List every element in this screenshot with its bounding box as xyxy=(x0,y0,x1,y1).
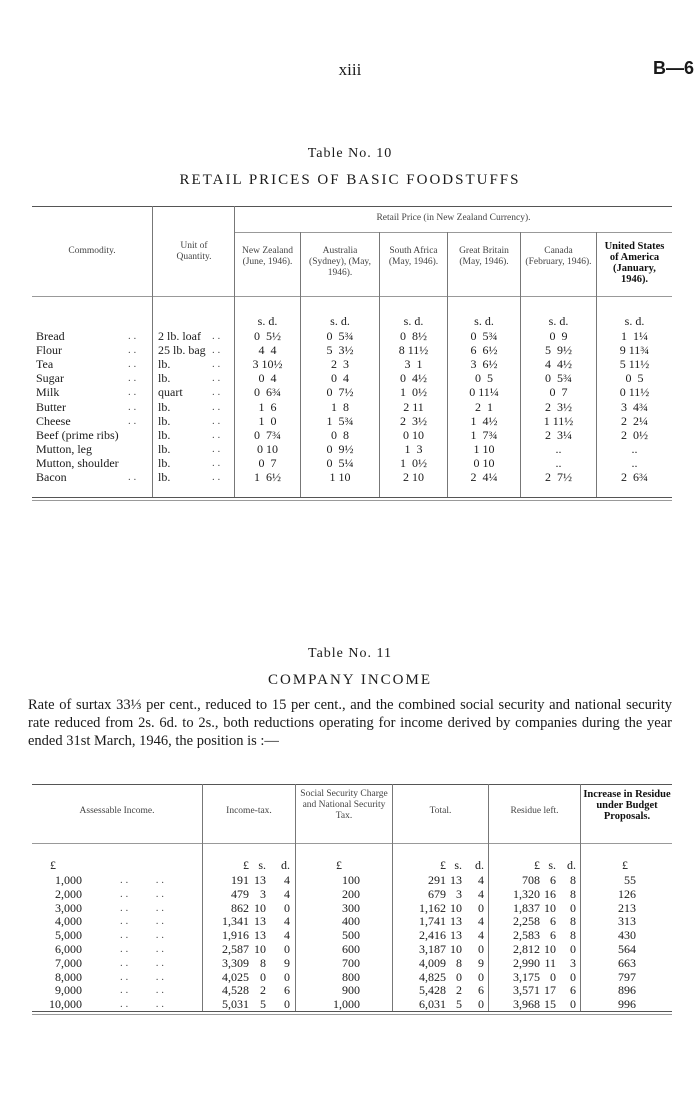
residue-value: 8 xyxy=(570,873,576,887)
increase-value: 996 xyxy=(618,997,636,1012)
page-number: xiii xyxy=(338,60,362,79)
total-value: 0 xyxy=(456,969,462,984)
col-head-assessable: Assessable Income. xyxy=(79,806,155,816)
price-cell: 3 10½ xyxy=(252,357,283,372)
residue-value: 708 xyxy=(522,873,540,887)
price-cell: 0 7¾ xyxy=(254,427,281,442)
price-cell: 5 9½ xyxy=(545,343,572,358)
leader-dots: . . xyxy=(212,344,221,357)
price-cell: 2 3½ xyxy=(400,413,427,428)
price-cell: 2 10 xyxy=(403,470,424,484)
price-cell: 2 6¾ xyxy=(621,470,648,484)
residue-value: 17 xyxy=(544,983,556,998)
price-cell: 1 6½ xyxy=(254,470,281,484)
total-value: 3 xyxy=(456,886,462,901)
income-tax-value: 0 xyxy=(284,969,290,984)
price-cell: 1 5¾ xyxy=(326,413,354,428)
leader-dots: . . xyxy=(128,358,137,371)
increase-value: 896 xyxy=(618,983,636,998)
income-tax-value: 2 xyxy=(260,983,266,998)
social-security-value: 700 xyxy=(342,955,360,970)
increase-value: 797 xyxy=(618,969,636,984)
document-reference: B—6 xyxy=(652,58,694,78)
commodity-name: Milk xyxy=(36,385,60,400)
leader-dots: . . xyxy=(212,386,221,399)
col-head-country: Great Britain (May, 1946). xyxy=(459,246,509,267)
increase-value: 313 xyxy=(618,914,636,929)
leader-dots: . . . . xyxy=(120,915,164,928)
leader-dots: . . xyxy=(212,456,221,469)
leader-dots: . . . . xyxy=(120,874,164,886)
price-cell: 1 8 xyxy=(331,399,349,414)
residue-value: 6 xyxy=(570,983,576,998)
price-cell: 8 11½ xyxy=(398,343,429,358)
social-security-value: 100 xyxy=(342,873,360,887)
total-value: 8 xyxy=(456,955,462,970)
income-tax-value: 9 xyxy=(284,955,290,970)
residue-value: 6 xyxy=(550,914,556,929)
price-cell: .. xyxy=(631,441,638,456)
unit-of-quantity: lb. xyxy=(158,455,171,470)
unit-of-quantity: lb. xyxy=(158,371,171,386)
residue-value: 10 xyxy=(544,942,556,956)
income-tax-unit-label: £ xyxy=(243,858,249,872)
price-cell: 1 0½ xyxy=(400,455,427,470)
total-value: 13 xyxy=(450,914,462,929)
table10-header-rule xyxy=(32,296,672,297)
total-value: 0 xyxy=(478,900,484,915)
assessable-income: 4,000 xyxy=(55,914,82,929)
total-value: 13 xyxy=(450,873,462,887)
residue-value: 8 xyxy=(570,886,576,901)
total-value: 679 xyxy=(428,886,446,901)
price-cell: 0 7½ xyxy=(326,385,354,400)
income-tax-unit-label: d. xyxy=(281,858,290,872)
price-cell: 2 3½ xyxy=(545,399,572,414)
price-cell: 4 4½ xyxy=(545,357,572,372)
leader-dots: . . xyxy=(212,414,221,427)
leader-dots: . . xyxy=(212,330,221,342)
col-head-unit: Unit of Quantity. xyxy=(176,241,212,262)
price-cell: 1 10 xyxy=(329,470,351,484)
price-cell: 0 5½ xyxy=(254,329,281,343)
total-unit-label: d. xyxy=(475,858,484,872)
assessable-income: 6,000 xyxy=(55,942,82,956)
col-head-country: New Zealand (June, 1946). xyxy=(242,246,293,267)
table11-col-divider xyxy=(295,784,296,1011)
residue-value: 6 xyxy=(550,873,556,887)
residue-value: 11 xyxy=(544,955,556,970)
leader-dots: . . xyxy=(212,442,221,455)
sd-label: s. d. xyxy=(624,314,645,328)
col-head-increase: Increase in Residue under Budget Proposals. xyxy=(583,789,671,822)
table10-label: Table No. 10 xyxy=(307,146,393,161)
residue-value: 0 xyxy=(570,942,576,956)
assessable-income: 8,000 xyxy=(55,969,82,984)
income-tax-value: 5,031 xyxy=(222,997,249,1012)
social-security-value: 400 xyxy=(342,914,360,929)
total-value: 3,187 xyxy=(419,942,446,956)
residue-value: 6 xyxy=(550,928,556,943)
residue-value: 2,990 xyxy=(513,955,540,970)
unit-of-quantity: 2 lb. loaf xyxy=(158,329,201,343)
price-cell: 2 0½ xyxy=(621,427,648,442)
commodity-name: Beef (prime ribs) xyxy=(36,427,119,442)
residue-value: 1,320 xyxy=(513,886,540,901)
income-tax-value: 3 xyxy=(260,886,266,901)
price-cell: 2 2¼ xyxy=(621,413,648,428)
total-value: 1,741 xyxy=(419,914,446,929)
total-value: 291 xyxy=(428,873,446,887)
increase-value: 126 xyxy=(618,886,636,901)
price-cell: 2 1 xyxy=(475,399,493,414)
unit-pound: £ xyxy=(622,858,628,872)
residue-value: 3,175 xyxy=(513,969,540,984)
income-tax-value: 0 xyxy=(284,997,290,1012)
income-tax-value: 4 xyxy=(284,886,290,901)
leader-dots: . . xyxy=(128,344,137,357)
residue-unit-label: s. xyxy=(548,858,556,872)
unit-of-quantity: lb. xyxy=(158,441,171,456)
leader-dots: . . xyxy=(128,400,137,413)
income-tax-value: 4 xyxy=(284,914,290,929)
price-cell: 2 7½ xyxy=(545,470,572,484)
income-tax-value: 13 xyxy=(254,928,266,943)
price-cell: 1 6 xyxy=(258,399,277,414)
price-cell: 0 7 xyxy=(549,385,568,400)
social-security-value: 500 xyxy=(342,928,360,943)
col-head-commodity: Commodity. xyxy=(68,246,116,256)
price-cell: 2 4¼ xyxy=(470,470,498,484)
total-value: 1,162 xyxy=(419,900,446,915)
social-security-value: 1,000 xyxy=(333,997,360,1012)
col-head-retail-price: Retail Price (in New Zealand Currency). xyxy=(376,213,531,223)
increase-value: 55 xyxy=(624,873,636,887)
price-cell: 6 6½ xyxy=(470,343,498,358)
commodity-name: Mutton, leg xyxy=(36,441,92,456)
unit-of-quantity: lb. xyxy=(158,470,171,484)
total-unit-label: s. xyxy=(454,858,462,872)
leader-dots: . . xyxy=(128,330,137,342)
table11-intro: Rate of surtax 33⅓ per cent., reduced to 15 per cent., and the combined social security and national security rate reduced from 2s. 6d. to 2s., both reductions operating for income derived by companies during the year ended 31st March, 1946, the position is :— xyxy=(28,697,672,749)
table10-title: RETAIL PRICES OF BASIC FOODSTUFFS xyxy=(179,172,521,188)
price-cell: 9 11¾ xyxy=(619,343,650,358)
residue-value: 3,968 xyxy=(513,997,540,1012)
income-tax-value: 4,528 xyxy=(222,983,249,998)
social-security-value: 200 xyxy=(342,886,360,901)
price-cell: 3 4¾ xyxy=(621,399,648,414)
price-cell: 0 10 xyxy=(257,441,278,456)
income-tax-value: 2,587 xyxy=(222,942,249,956)
unit-of-quantity: lb. xyxy=(158,427,171,442)
leader-dots: . . xyxy=(212,358,221,371)
social-security-value: 900 xyxy=(342,983,360,998)
leader-dots: . . . . xyxy=(120,984,164,997)
total-unit-label: £ xyxy=(440,858,446,872)
price-cell: 0 5¾ xyxy=(326,329,354,343)
residue-value: 8 xyxy=(570,928,576,943)
leader-dots: . . . . xyxy=(120,956,164,969)
total-value: 9 xyxy=(478,955,484,970)
total-value: 5,428 xyxy=(419,983,446,998)
commodity-name: Tea xyxy=(36,357,54,372)
residue-value: 0 xyxy=(570,969,576,984)
table11-title: COMPANY INCOME xyxy=(268,672,432,688)
leader-dots: . . xyxy=(212,471,221,483)
residue-value: 16 xyxy=(544,886,556,901)
leader-dots: . . xyxy=(128,386,137,399)
total-value: 6,031 xyxy=(419,997,446,1012)
col-head-country: Canada (February, 1946). xyxy=(525,246,592,267)
total-value: 4,825 xyxy=(419,969,446,984)
unit-of-quantity: lb. xyxy=(158,399,171,414)
income-tax-value: 3,309 xyxy=(222,955,249,970)
unit-of-quantity: quart xyxy=(158,385,183,400)
residue-value: 0 xyxy=(550,969,556,984)
price-cell: 3 6½ xyxy=(470,357,498,372)
sd-label: s. d. xyxy=(330,314,350,328)
income-tax-value: 1,341 xyxy=(222,914,249,929)
price-cell: 1 11½ xyxy=(543,413,574,428)
price-cell: 0 5¾ xyxy=(470,329,498,343)
commodity-name: Mutton, shoulder xyxy=(36,455,119,470)
col-head-country: United States of America (January, 1946). xyxy=(604,241,665,285)
price-cell: 2 3¼ xyxy=(545,427,572,442)
table11-col-divider xyxy=(392,784,393,1011)
residue-value: 1,837 xyxy=(513,900,540,915)
increase-value: 213 xyxy=(618,900,636,915)
price-cell: 1 0½ xyxy=(400,385,427,400)
unit-pound: £ xyxy=(50,858,56,872)
income-tax-unit-label: s. xyxy=(258,858,266,872)
increase-value: 663 xyxy=(618,955,636,970)
assessable-income: 7,000 xyxy=(55,955,82,970)
price-cell: 0 6¾ xyxy=(254,385,281,400)
price-cell: 1 7¾ xyxy=(470,427,498,442)
price-cell: 0 9½ xyxy=(326,441,354,456)
price-cell: 0 4 xyxy=(331,371,349,386)
income-tax-value: 10 xyxy=(254,942,266,956)
price-cell: 0 4½ xyxy=(400,371,427,386)
price-cell: 0 9 xyxy=(549,329,568,343)
price-cell: 2 3 xyxy=(331,357,349,372)
price-cell: 0 8½ xyxy=(400,329,427,343)
residue-value: 0 xyxy=(570,900,576,915)
commodity-name: Bread xyxy=(36,329,65,343)
residue-value: 2,258 xyxy=(513,914,540,929)
total-value: 4,009 xyxy=(419,955,446,970)
total-value: 0 xyxy=(478,997,484,1012)
unit-of-quantity: lb. xyxy=(158,413,171,428)
income-tax-value: 0 xyxy=(260,969,266,984)
assessable-income: 3,000 xyxy=(55,900,82,915)
table11-label: Table No. 11 xyxy=(308,646,392,661)
price-cell: 4 4 xyxy=(258,343,277,358)
unit-pound: £ xyxy=(336,858,342,872)
total-value: 4 xyxy=(478,914,484,929)
price-cell: 0 4 xyxy=(258,371,277,386)
table11-bottom-rule-2 xyxy=(32,1014,672,1015)
increase-value: 564 xyxy=(618,942,636,956)
price-cell: 1 4½ xyxy=(470,413,498,428)
leader-dots: . . xyxy=(128,372,137,385)
price-cell: 1 3 xyxy=(404,441,423,456)
table11-header-rule xyxy=(32,843,672,844)
assessable-income: 5,000 xyxy=(55,928,82,943)
unit-of-quantity: 25 lb. bag xyxy=(158,343,206,358)
income-tax-value: 0 xyxy=(284,900,290,915)
leader-dots: . . . . xyxy=(120,929,164,942)
assessable-income: 1,000 xyxy=(55,873,82,887)
price-cell: .. xyxy=(555,441,562,456)
table10-bottom-rule xyxy=(32,497,672,498)
price-cell: 0 10 xyxy=(403,427,424,442)
income-tax-value: 13 xyxy=(254,914,266,929)
price-cell: 1 10 xyxy=(473,441,495,456)
assessable-income: 2,000 xyxy=(55,886,82,901)
residue-value: 0 xyxy=(570,997,576,1012)
income-tax-value: 13 xyxy=(254,873,266,887)
residue-unit-label: £ xyxy=(534,858,540,872)
total-value: 2,416 xyxy=(419,928,446,943)
income-tax-value: 862 xyxy=(231,900,249,915)
residue-value: 10 xyxy=(544,900,556,915)
unit-of-quantity: lb. xyxy=(158,357,171,372)
price-cell: 1 0 xyxy=(258,413,277,428)
leader-dots: . . . . xyxy=(120,901,164,914)
residue-value: 15 xyxy=(544,997,556,1012)
price-cell: 0 5¾ xyxy=(545,371,572,386)
assessable-income: 9,000 xyxy=(55,983,82,998)
income-tax-value: 0 xyxy=(284,942,290,956)
leader-dots: . . xyxy=(212,400,221,413)
total-value: 5 xyxy=(456,997,462,1012)
sd-label: s. d. xyxy=(548,314,569,328)
sd-label: s. d. xyxy=(474,314,494,328)
income-tax-value: 1,916 xyxy=(222,928,249,943)
leader-dots: . . xyxy=(128,471,137,483)
assessable-income: 10,000 xyxy=(49,997,82,1012)
commodity-name: Sugar xyxy=(36,371,64,386)
residue-value: 8 xyxy=(570,914,576,929)
leader-dots: . . . . xyxy=(120,887,164,900)
total-value: 10 xyxy=(450,900,462,915)
col-head-social-security: Social Security Charge and National Security Tax. xyxy=(300,789,388,821)
table10-bottom-rule-2 xyxy=(32,500,672,501)
price-cell: 2 11 xyxy=(403,399,424,414)
leader-dots: . . xyxy=(212,372,221,385)
price-cell: 0 7 xyxy=(258,455,277,470)
price-cell: 0 5 xyxy=(625,371,644,386)
col-head-residue: Residue left. xyxy=(510,806,559,816)
residue-value: 3 xyxy=(570,955,576,970)
leader-dots: . . . . xyxy=(120,943,164,955)
income-tax-value: 6 xyxy=(284,983,290,998)
leader-dots: . . xyxy=(212,428,221,441)
table10-col-divider xyxy=(152,206,153,497)
income-tax-value: 4,025 xyxy=(222,969,249,984)
table11-top-rule xyxy=(32,784,672,785)
table11-col-divider xyxy=(202,784,203,1011)
col-head-country: South Africa (May, 1946). xyxy=(388,246,439,267)
total-value: 4 xyxy=(478,873,484,887)
income-tax-value: 4 xyxy=(284,928,290,943)
col-head-income-tax: Income-tax. xyxy=(226,806,272,816)
income-tax-value: 191 xyxy=(231,873,249,887)
price-cell: 5 3½ xyxy=(326,343,354,358)
price-cell: 0 11¼ xyxy=(469,385,499,400)
leader-dots: . . . . xyxy=(120,970,164,983)
commodity-name: Cheese xyxy=(36,413,71,428)
sd-label: s. d. xyxy=(257,314,278,328)
price-cell: 0 5¼ xyxy=(326,455,354,470)
residue-value: 3,571 xyxy=(513,983,540,998)
commodity-name: Bacon xyxy=(36,470,67,484)
table11-col-divider xyxy=(580,784,581,1011)
income-tax-value: 5 xyxy=(260,997,266,1012)
total-value: 0 xyxy=(478,969,484,984)
total-value: 2 xyxy=(456,983,462,998)
total-value: 6 xyxy=(478,983,484,998)
residue-value: 2,583 xyxy=(513,928,540,943)
col-head-country: Australia (Sydney), (May, 1946). xyxy=(309,246,371,278)
increase-value: 430 xyxy=(618,928,636,943)
income-tax-value: 8 xyxy=(260,955,266,970)
social-security-value: 600 xyxy=(342,942,360,956)
col-head-total: Total. xyxy=(429,806,452,816)
social-security-value: 800 xyxy=(342,969,360,984)
price-cell: 0 10 xyxy=(473,455,495,470)
total-value: 4 xyxy=(478,928,484,943)
price-cell: 3 1 xyxy=(404,357,423,372)
income-tax-value: 10 xyxy=(254,900,266,915)
price-cell: .. xyxy=(555,455,562,470)
total-value: 0 xyxy=(478,942,484,956)
commodity-name: Flour xyxy=(36,343,63,358)
price-cell: .. xyxy=(631,455,638,470)
leader-dots: . . xyxy=(128,414,137,427)
table10-top-rule xyxy=(32,206,672,207)
social-security-value: 300 xyxy=(342,900,360,915)
table11-col-divider xyxy=(488,784,489,1011)
commodity-name: Butter xyxy=(36,399,66,414)
income-tax-value: 4 xyxy=(284,873,290,887)
residue-value: 2,812 xyxy=(513,942,540,956)
total-value: 10 xyxy=(450,942,462,956)
total-value: 13 xyxy=(450,928,462,943)
price-cell: 0 11½ xyxy=(619,385,650,400)
price-cell: 0 5 xyxy=(475,371,493,386)
income-tax-value: 479 xyxy=(231,886,249,901)
price-cell: 1 1¼ xyxy=(621,329,648,343)
leader-dots: . . . . xyxy=(120,998,164,1011)
sd-label: s. d. xyxy=(403,314,424,328)
price-cell: 0 8 xyxy=(331,427,349,442)
residue-unit-label: d. xyxy=(567,858,576,872)
total-value: 4 xyxy=(478,886,484,901)
price-cell: 5 11½ xyxy=(619,357,650,372)
